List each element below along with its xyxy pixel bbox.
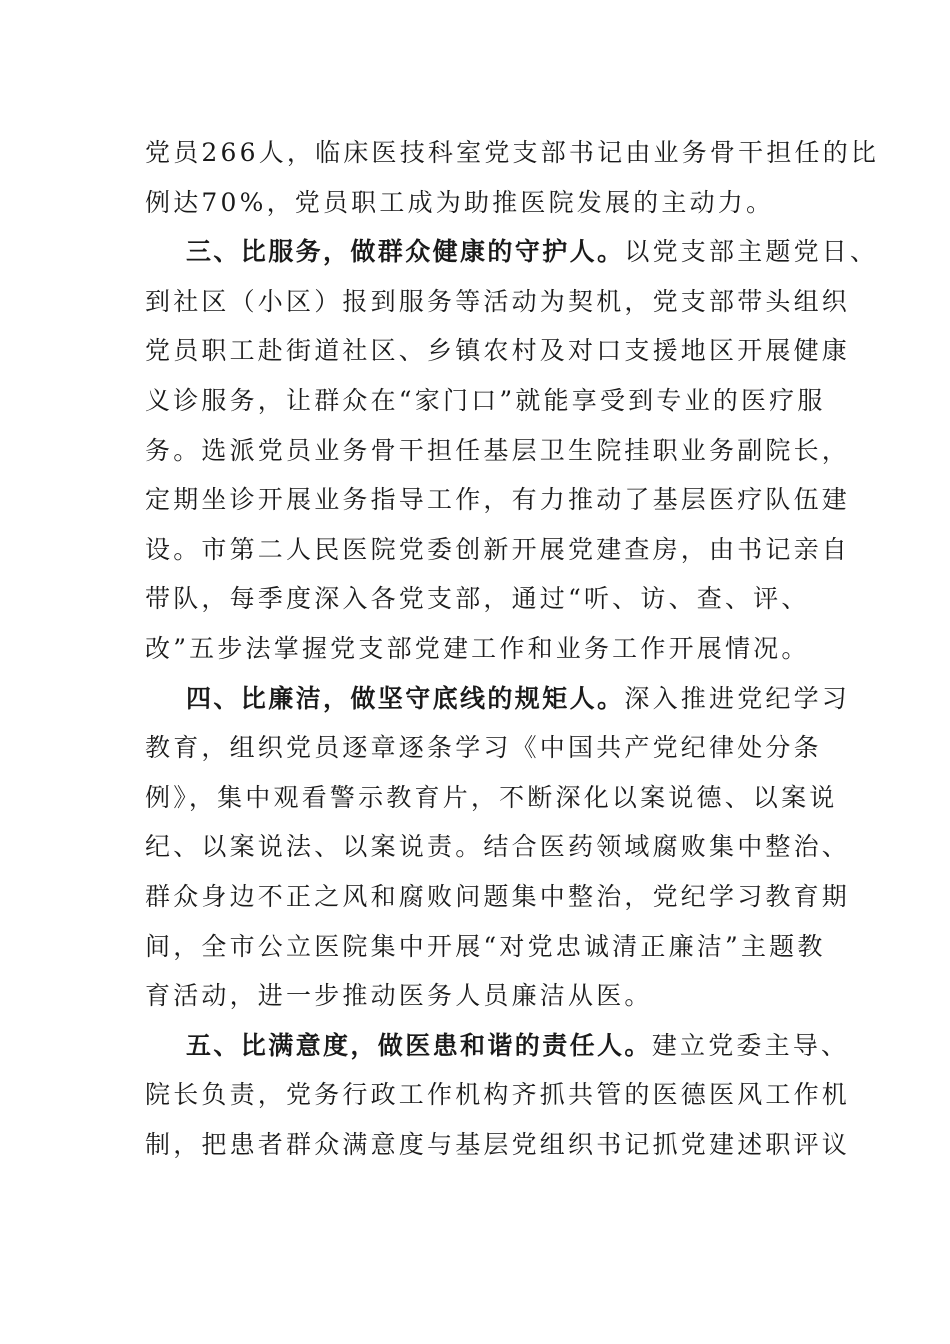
section-heading-integrity: 四、比廉洁，做坚守底线的规矩人。 — [186, 683, 625, 713]
body-text-line: 改”五步法掌握党支部党建工作和业务工作开展情况。 — [145, 633, 810, 663]
body-text-line: 义诊服务，让群众在“家门口”就能享受到专业的医疗服 — [145, 385, 826, 415]
body-text-line: 教育，组织党员逐章逐条学习《中国共产党纪律处分条 — [145, 733, 822, 763]
body-text-line: 间，全市公立医院集中开展“对党忠诚清正廉洁”主题教 — [145, 931, 826, 961]
body-text-line: 纪、以案说法、以案说责。结合医药领域腐败集中整治、 — [145, 832, 851, 862]
section-heading-satisfaction: 五、比满意度，做医患和谐的责任人。 — [186, 1030, 652, 1060]
paragraph-first-line — [145, 1021, 850, 1071]
body-text-line: 到社区（小区）报到服务等活动为契机，党支部带头组织 — [145, 286, 851, 316]
body-text-line: 例》，集中观看警示教育片，不断深化以案说德、以案说 — [145, 782, 838, 812]
body-text-line: 育活动，进一步推动医务人员廉洁从医。 — [145, 981, 653, 1011]
paragraph-first-line — [145, 674, 851, 724]
body-text-line: 党员266人，临床医技科室党支部书记由业务骨干担任的比 — [145, 138, 880, 167]
body-text: 以党支部主题党日、 — [624, 237, 879, 267]
body-text-line: 例达70%，党员职工成为助推医院发展的主动力。 — [145, 187, 775, 217]
body-text-line: 群众身边不正之风和腐败问题集中整治，党纪学习教育期 — [145, 881, 851, 911]
document-page — [145, 128, 880, 1169]
body-text-line: 定期坐诊开展业务指导工作，有力推动了基层医疗队伍建 — [145, 485, 851, 515]
body-text-line: 务。选派党员业务骨干担任基层卫生院挂职业务副院长， — [145, 435, 851, 465]
body-text-line: 党员职工赴街道社区、乡镇农村及对口支援地区开展健康 — [145, 336, 851, 366]
body-text: 建立党委主导、 — [651, 1030, 850, 1060]
body-text: 深入推进党纪学习 — [624, 683, 851, 713]
body-text-line: 设。市第二人民医院党委创新开展党建查房，由书记亲自 — [145, 534, 851, 564]
body-text-line: 院长负责，党务行政工作机构齐抓共管的医德医风工作机 — [145, 1080, 851, 1110]
body-text-line: 制，把患者群众满意度与基层党组织书记抓党建述职评议 — [145, 1129, 851, 1159]
section-heading-service: 三、比服务，做群众健康的守护人。 — [186, 237, 625, 267]
paragraph-first-line — [145, 227, 879, 277]
body-text-line: 带队，每季度深入各党支部，通过“听、访、查、评、 — [145, 584, 810, 614]
